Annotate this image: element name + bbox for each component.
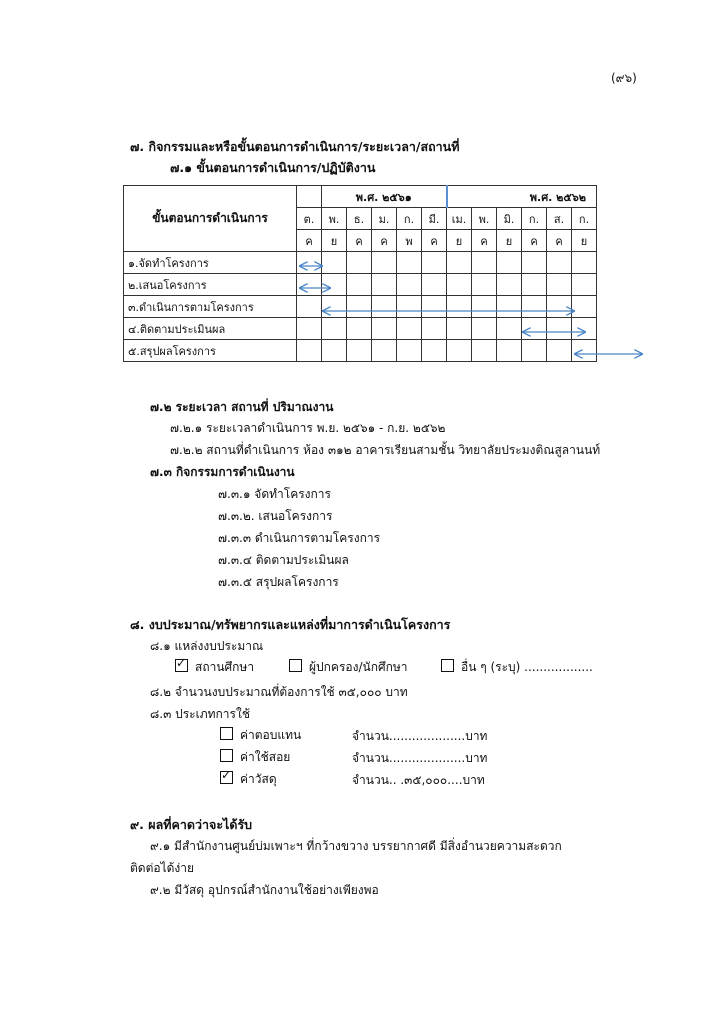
expense-type-materials[interactable]: ✓ค่าวัสดุ	[220, 770, 277, 789]
month-bottom: ค	[372, 230, 397, 252]
expense-amount: จำนวน....................บาท	[352, 751, 488, 765]
section-8-title: ๘. งบประมาณ/ทรัพยากรและแหล่งที่มาการดำเนินโครงการ	[130, 617, 451, 632]
section-9-1-line2: ติดต่อได้ง่าย	[130, 861, 195, 875]
step-label: ๓.ดำเนินการตามโครงการ	[124, 296, 297, 318]
expense-amount: จำนวน....................บาท	[352, 729, 488, 743]
month-top: ก.	[522, 208, 547, 230]
month-bottom: ย	[572, 230, 597, 252]
expense-amount: จำนวน.. .๓๕,๐๐๐....บาท	[352, 773, 485, 787]
month-bottom: ย	[447, 230, 472, 252]
month-bottom: ย	[322, 230, 347, 252]
month-bottom: ค	[472, 230, 497, 252]
month-bottom: ค	[522, 230, 547, 252]
checkbox-icon[interactable]	[220, 749, 233, 762]
step-label: ๔.ติดตามประเมินผล	[124, 318, 297, 340]
activity-item: ๗.๓.๔ ติดตามประเมินผล	[218, 553, 349, 567]
month-top: ธ.	[347, 208, 372, 230]
month-bottom: ย	[497, 230, 522, 252]
section-8-1: ๘.๑ แหล่งงบประมาณ	[150, 639, 264, 653]
checked-box-icon[interactable]	[175, 659, 188, 672]
section-7-1-title: ๗.๑ ขั้นตอนการดำเนินการ/ปฏิบัติงาน	[170, 160, 376, 175]
page-number: (๙๖)	[611, 71, 637, 85]
expense-type-operating[interactable]: ค่าใช้สอย	[220, 748, 290, 767]
activity-item: ๗.๓.๓ ดำเนินการตามโครงการ	[218, 531, 381, 545]
checkbox-icon[interactable]	[441, 659, 454, 672]
step-column-header: ขั้นตอนการดำเนินการ	[124, 186, 297, 252]
month-bottom: ค	[347, 230, 372, 252]
month-top: เม.	[447, 208, 472, 230]
month-bottom: ค	[547, 230, 572, 252]
year-2562-header: พ.ศ. ๒๕๖๒	[447, 186, 597, 208]
month-top: พ.	[472, 208, 497, 230]
step-label: ๒.เสนอโครงการ	[124, 274, 297, 296]
checkbox-icon[interactable]	[220, 727, 233, 740]
section-8-2: ๘.๒ จำนวนงบประมาณที่ต้องการใช้ ๓๕,๐๐๐ บาท	[150, 685, 408, 699]
activity-item: ๗.๓.๕ สรุปผลโครงการ	[218, 575, 339, 589]
activity-item: ๗.๓.๑ จัดทำโครงการ	[218, 487, 331, 501]
section-7-3-title: ๗.๓ กิจกรรมการดำเนินงาน	[150, 465, 295, 479]
month-top: ม.	[372, 208, 397, 230]
month-bottom: ค	[422, 230, 447, 252]
month-top: ต.	[297, 208, 322, 230]
month-bottom: ค	[297, 230, 322, 252]
month-top: ก.	[397, 208, 422, 230]
section-7-2-1: ๗.๒.๑ ระยะเวลาดำเนินการ พ.ย. ๒๕๖๑ - ก.ย. ๒๕๖๒	[170, 421, 446, 435]
activity-item: ๗.๓.๒. เสนอโครงการ	[218, 509, 333, 523]
month-bottom: พ	[397, 230, 422, 252]
month-top: ก.	[572, 208, 597, 230]
expense-type-compensation[interactable]: ค่าตอบแทน	[220, 726, 301, 745]
section-9-2: ๙.๒ มีวัสดุ อุปกรณ์สำนักงานใช้อย่างเพียงพอ	[150, 883, 379, 897]
checked-box-icon[interactable]	[220, 771, 233, 784]
month-top: ส.	[547, 208, 572, 230]
section-7-title: ๗. กิจกรรมและหรือขั้นตอนการดำเนินการ/ระยะเวลา/สถานที่	[130, 139, 460, 154]
source-option-other[interactable]: อื่น ๆ (ระบุ) ..................	[441, 658, 593, 677]
month-top: มี.	[422, 208, 447, 230]
section-8-3: ๘.๓ ประเภทการใช้	[150, 707, 250, 721]
source-option-parents[interactable]: ผู้ปกครอง/นักศึกษา	[289, 658, 408, 677]
section-9-1-line1: ๙.๑ มีสำนักงานศูนย์บ่มเพาะฯ ที่กว้างขวาง บรรยากาศดี มีสิ่งอำนวยความสะดวก	[150, 839, 562, 853]
section-9-title: ๙. ผลที่คาดว่าจะได้รับ	[130, 817, 253, 832]
month-top: มิ.	[497, 208, 522, 230]
source-option-school[interactable]: ✓สถานศึกษา	[175, 658, 254, 677]
step-label: ๑.จัดทำโครงการ	[124, 252, 297, 274]
checkbox-icon[interactable]	[289, 659, 302, 672]
section-7-2-title: ๗.๒ ระยะเวลา สถานที่ ปริมาณงาน	[150, 400, 334, 414]
section-7-2-2: ๗.๒.๒ สถานที่ดำเนินการ ห้อง ๓๑๒ อาคารเรียนสามชั้น วิทยาลัยประมงติณสูลานนท์	[170, 443, 601, 457]
month-top: พ.	[322, 208, 347, 230]
year-2561-header: พ.ศ. ๒๕๖๑	[322, 186, 447, 208]
step-label: ๕.สรุปผลโครงการ	[124, 340, 297, 362]
